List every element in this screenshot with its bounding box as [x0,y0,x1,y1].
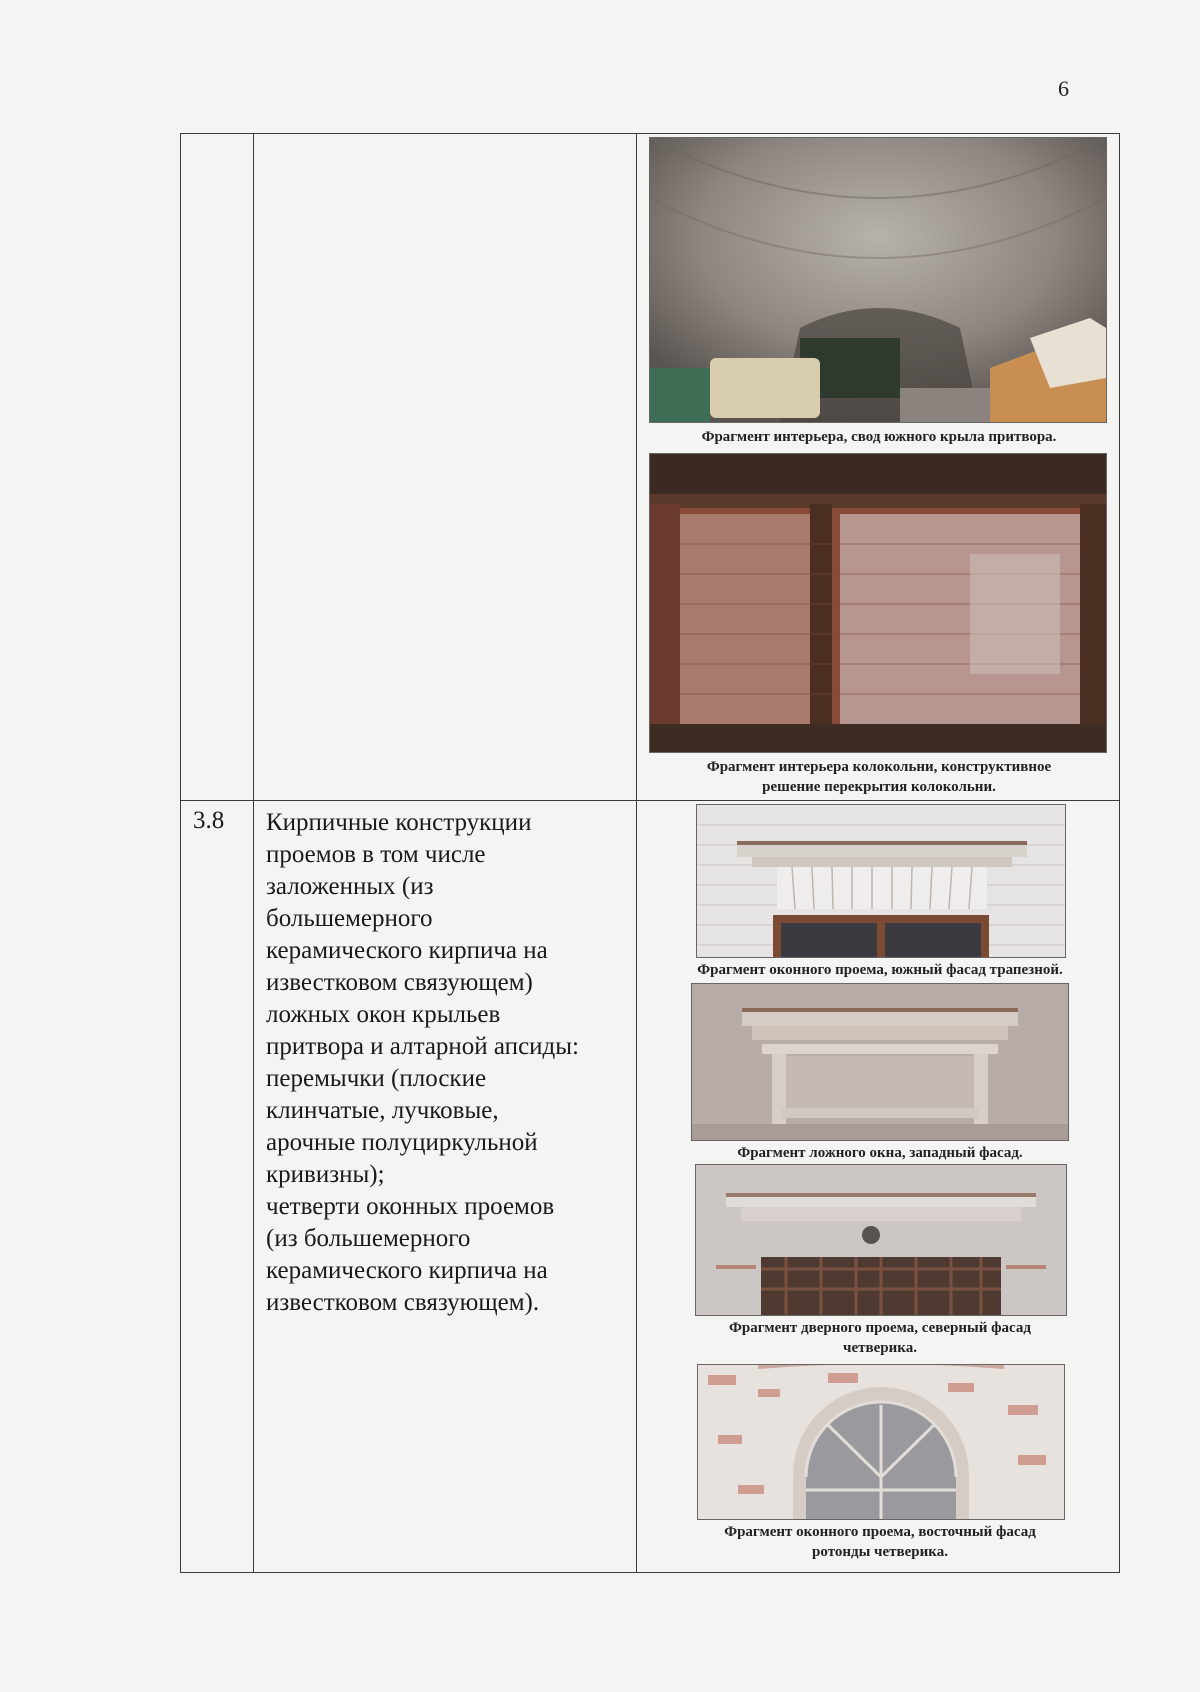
photo-block [645,983,1115,1163]
caption-line: Фрагмент ложного окна, западный фасад. [737,1145,1023,1161]
photo-window-south [696,804,1066,958]
row-number-cell [181,134,254,801]
photo-block [645,1164,1115,1358]
photo-arched-window-east [697,1364,1065,1520]
photo-block [649,453,1109,797]
photo-belltower-interior [649,453,1107,753]
description-line: кривизны); [266,1161,385,1188]
description-line: четверти оконных проемов [266,1193,555,1220]
row-number-cell [181,801,254,1573]
row-number: 3.8 [193,807,225,834]
caption-line: решение перекрытия колокольни. [762,779,996,795]
photo-caption [645,960,1115,980]
photo-block [645,1364,1115,1562]
photo-caption [649,427,1109,447]
description-line: проемов в том числе [266,841,486,868]
photo-caption [645,1522,1115,1562]
elements-table [180,133,1120,1573]
caption-line: Фрагмент оконного проема, восточный фасад [724,1524,1036,1540]
photo-caption [645,1143,1115,1163]
description-line: керамического кирпича на [266,1257,548,1284]
photo-caption [645,1318,1115,1358]
caption-line: Фрагмент дверного проема, северный фасад [729,1320,1031,1336]
caption-line: Фрагмент оконного проема, южный фасад трапезной. [697,962,1063,978]
description-line: перемычки (плоские [266,1065,487,1092]
description-line: заложенных (из [266,873,434,900]
caption-line: четверика. [843,1340,917,1356]
photo-block [645,804,1115,980]
row-number [181,134,253,140]
photo-vault-interior [649,137,1107,423]
description-cell [254,134,637,801]
caption-line: Фрагмент интерьера, свод южного крыла притвора. [701,429,1057,445]
table-row [181,134,1120,801]
photo-false-window-west [691,983,1069,1141]
photo-caption [649,757,1109,797]
description-line: клинчатые, лучковые, [266,1097,499,1124]
caption-line: ротонды четверика. [812,1544,948,1560]
table-row [181,801,1120,1573]
description-line: Кирпичные конструкции [266,809,532,836]
photos-cell [637,134,1120,801]
caption-line: Фрагмент интерьера колокольни, конструктивное [706,759,1052,775]
description-line: (из большемерного [266,1225,471,1252]
description-cell [254,801,637,1573]
description-line: керамического кирпича на [266,937,548,964]
description-line: известковом связующем). [266,1289,540,1316]
row-description [254,801,636,1319]
description-line: арочные полуциркульной [266,1129,538,1156]
description-line: ложных окон крыльев [266,1001,501,1028]
description-line: большемерного [266,905,433,932]
page-number: 6 [1058,76,1069,101]
photo-block [649,137,1109,447]
description-line: известковом связующем) [266,969,533,996]
description-line: притвора и алтарной апсиды: [266,1033,580,1060]
photo-door-north [695,1164,1067,1316]
photos-cell [637,801,1120,1573]
